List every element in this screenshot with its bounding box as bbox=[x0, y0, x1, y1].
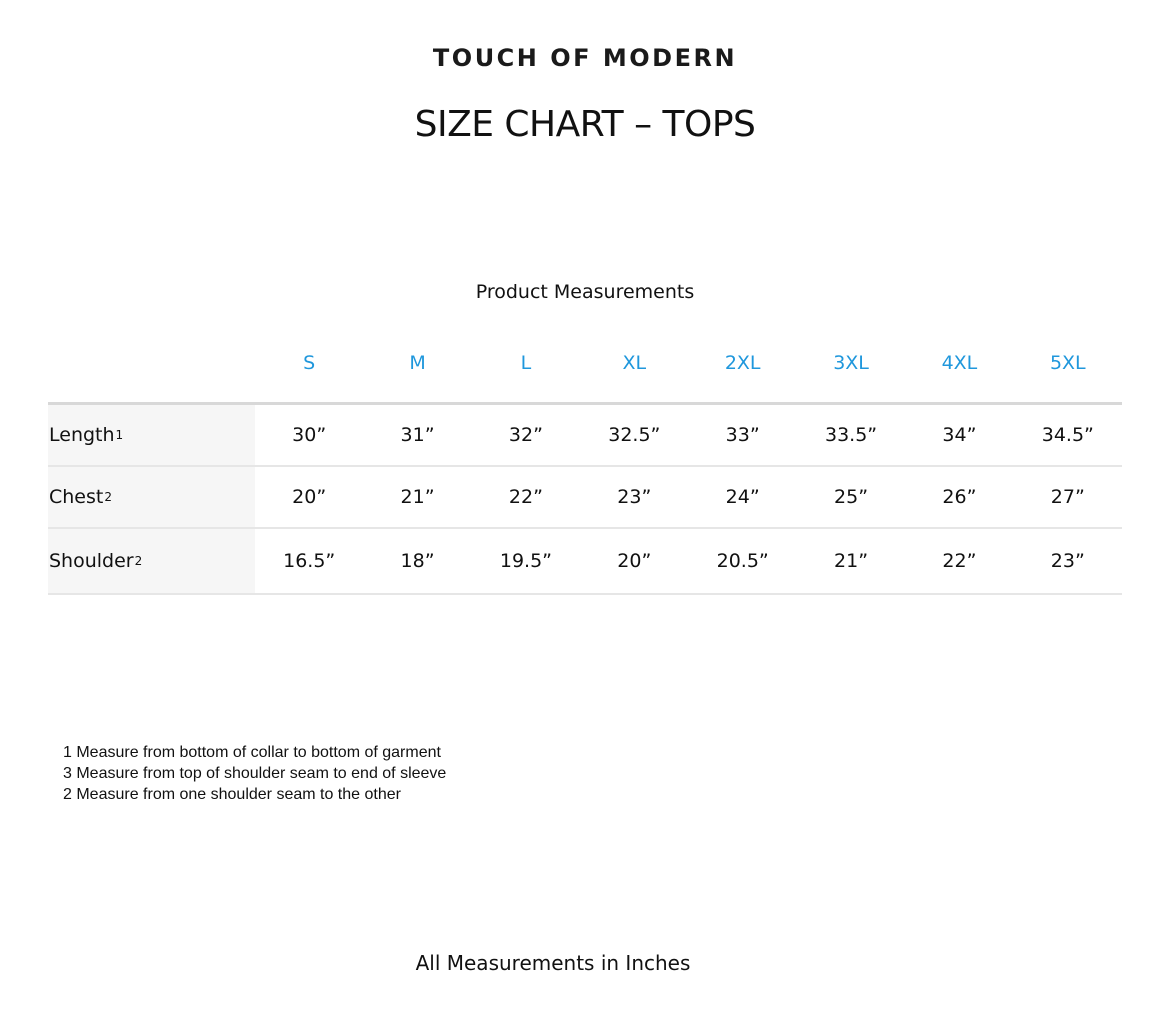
table-cell: 23” bbox=[1050, 550, 1085, 572]
footnote-ref: 2 bbox=[134, 554, 143, 568]
table-cell: 32.5” bbox=[608, 424, 661, 446]
size-header-3xl: 3XL bbox=[833, 352, 869, 374]
table-cell: 30” bbox=[292, 424, 327, 446]
table-cell: 32” bbox=[508, 424, 543, 446]
row-label-text: Shoulder bbox=[49, 550, 134, 572]
table-cell: 22” bbox=[942, 550, 977, 572]
table-row-chest bbox=[48, 467, 1122, 529]
table-cell: 23” bbox=[617, 486, 652, 508]
size-header-l: L bbox=[520, 352, 532, 374]
table-cell: 27” bbox=[1050, 486, 1085, 508]
table-cell: 20.5” bbox=[716, 550, 769, 572]
table-cell: 24” bbox=[725, 486, 760, 508]
table-row-length bbox=[48, 405, 1122, 467]
table-cell: 19.5” bbox=[499, 550, 553, 572]
measurement-units-note: All Measurements in Inches bbox=[415, 951, 691, 975]
size-header-4xl: 4XL bbox=[941, 352, 978, 374]
footnotes bbox=[63, 742, 446, 805]
table-cell: 16.5” bbox=[283, 550, 336, 572]
row-label-shoulder bbox=[48, 529, 255, 593]
table-cell: 20” bbox=[292, 486, 327, 508]
brand-logo: TOUCH OF MODERN bbox=[432, 44, 738, 72]
row-values bbox=[255, 529, 1122, 593]
section-title: Product Measurements bbox=[475, 281, 695, 303]
row-label-text: Chest bbox=[49, 486, 104, 508]
size-table bbox=[48, 402, 1122, 595]
page-title: SIZE CHART – TOPS bbox=[414, 104, 756, 145]
table-cell: 34” bbox=[942, 424, 977, 446]
table-cell: 31” bbox=[400, 424, 435, 446]
footnote: 1 Measure from bottom of collar to bottom of garment bbox=[63, 744, 441, 761]
table-cell: 20” bbox=[617, 550, 652, 572]
footnote-ref: 2 bbox=[104, 490, 112, 504]
row-label-chest bbox=[48, 467, 255, 527]
table-cell: 33.5” bbox=[824, 424, 878, 446]
table-row-shoulder bbox=[48, 529, 1122, 595]
row-label-text: Length bbox=[49, 424, 115, 446]
table-cell: 21” bbox=[834, 550, 869, 572]
size-header-xl: XL bbox=[622, 352, 647, 374]
table-cell: 34.5” bbox=[1041, 424, 1094, 446]
footnote: 2 Measure from one shoulder seam to the other bbox=[63, 786, 401, 803]
footnote-ref: 1 bbox=[115, 428, 124, 442]
table-cell: 25” bbox=[834, 486, 869, 508]
size-header-2xl: 2XL bbox=[724, 352, 761, 374]
row-label-length bbox=[48, 405, 255, 465]
table-cell: 26” bbox=[942, 486, 977, 508]
size-header-m: M bbox=[409, 352, 426, 374]
table-cell: 21” bbox=[400, 486, 435, 508]
table-cell: 33” bbox=[725, 424, 760, 446]
size-header-row bbox=[255, 352, 1122, 378]
footnote: 3 Measure from top of shoulder seam to end of sleeve bbox=[63, 765, 447, 782]
table-cell: 22” bbox=[508, 486, 543, 508]
table-cell: 18” bbox=[400, 550, 435, 572]
size-header-s: S bbox=[303, 352, 316, 374]
row-values bbox=[255, 467, 1122, 527]
size-header-5xl: 5XL bbox=[1049, 352, 1086, 374]
row-values bbox=[255, 405, 1122, 465]
